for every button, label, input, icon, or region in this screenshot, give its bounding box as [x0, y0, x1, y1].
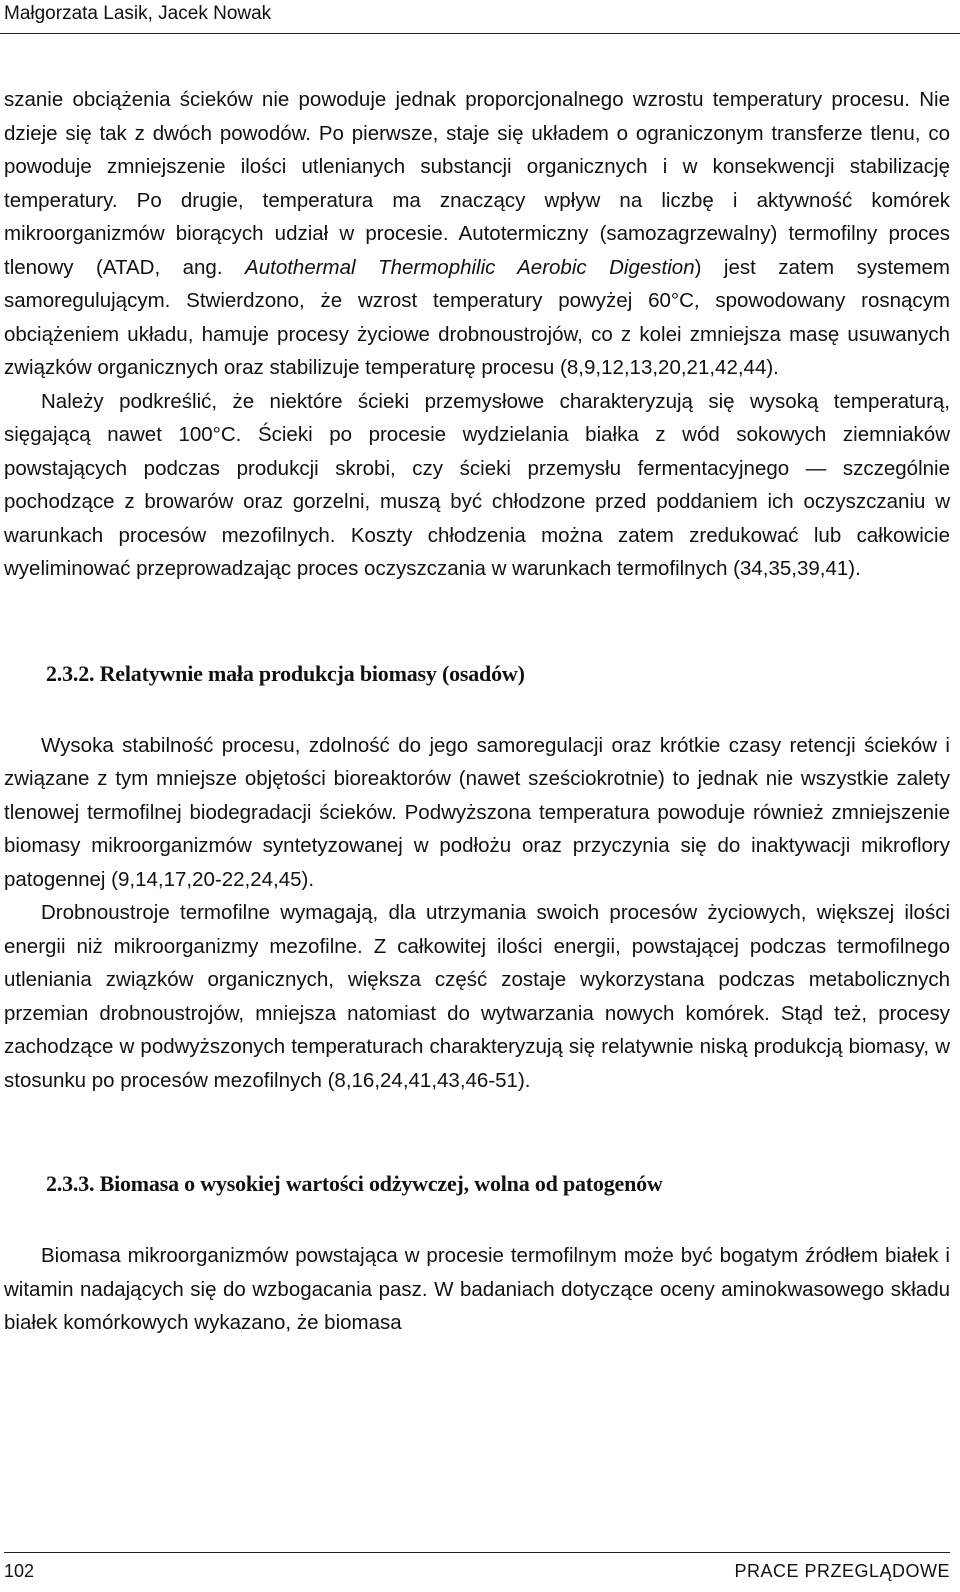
page-body [4, 83, 950, 1340]
paragraph-1-italic-term: Autothermal Thermophilic Aerobic Digestion [245, 255, 695, 279]
paragraph-1-text-b: ) jest zatem systemem samoregulującym. Stwierdzono, że wzrost temperatury powyżej 60°C, spowodowany rosnącym obciążeniem układu, hamuje procesy życiowe drobnoustrojów, co z kolei zmniejsza masę usuwanych związków organicznych oraz stabilizuje temperaturę procesu (8,9,12,13,20,21,42,44). [4, 255, 951, 379]
page-number: 102 [4, 1561, 35, 1581]
section-heading-2-3-3: 2.3.3. Biomasa o wysokiej wartości odżywczej, wolna od patogenów [46, 1171, 663, 1196]
paragraph-5: Biomasa mikroorganizmów powstająca w procesie termofilnym może być bogatym źródłem białek i witamin nadających się do wzbogacania pasz. W badaniach dotyczące oceny aminokwasowego składu białek komórkowych wykazano, że biomasa [4, 1244, 950, 1334]
running-header [0, 0, 960, 34]
paragraph-2: Należy podkreślić, że niektóre ścieki przemysłowe charakteryzują się wysoką temperaturą, sięgającą nawet 100°C. Ścieki po procesie wydzielania białka z wód sokowych ziemniaków powstających podczas produkcji skrobi, czy ścieki przemysłu fermentacyjnego — szczególnie pochodzące z browarów oraz gorzelni, muszą być chłodzone przed poddaniem ich oczyszczaniu w warunkach procesów mezofilnych. Koszty chłodzenia można zatem zredukować lub całkowicie wyeliminować przeprowadzając proces oczyszczania w warunkach termofilnych (34,35,39,41). [4, 389, 950, 580]
paragraph-3: Wysoka stabilność procesu, zdolność do jego samoregulacji oraz krótkie czasy retencji ścieków i związane z tym mniejsze objętości bioreaktorów (nawet sześciokrotnie) to jednak nie wszystkie zalety tlenowej termofilnej biodegradacji ścieków. Podwyższona temperatura powoduje również zmniejszenie biomasy mikroorganizmów syntetyzowanej w podłożu oraz przyczynia się do inaktywacji mikroflory patogennej (9,14,17,20-22,24,45). [4, 733, 950, 891]
paragraph-4: Drobnoustroje termofilne wymagają, dla utrzymania swoich procesów życiowych, większej ilości energii niż mikroorganizmy mezofilne. Z całkowitej ilości energii, powstającej podczas termofilnego utleniania związków organicznych, większa część zostaje wykorzystana podczas metabolicznych przemian drobnoustrojów, mniejsza natomiast do wytwarzania nowych komórek. Stąd też, procesy zachodzące w podwyższonych temperaturach charakteryzują się relatywnie niską produkcją biomasy, w stosunku po procesów mezofilnych (8,16,24,41,43,46-51). [4, 901, 950, 1092]
paragraph-1-text-a: szanie obciążenia ścieków nie powoduje jednak proporcjonalnego wzrostu temperatury procesu. Nie dzieje się tak z dwóch powodów. Po pierwsze, staje się układem o ograniczonym transferze tlenu, co powoduje zmniejszenie ilości utlenianych substancji organicznych i w konsekwencji stabilizację temperatury. Po drugie, temperatura ma znaczący wpływ na liczbę i aktywność komórek mikroorganizmów biorących udział w procesie. Autotermiczny (samozagrzewalny) termofilny proces tlenowy (ATAD, ang. [4, 88, 950, 279]
paragraph-1 [4, 83, 950, 385]
journal-section-name: PRACE PRZEGLĄDOWE [734, 1561, 950, 1581]
section-heading-2-3-2: 2.3.2. Relatywnie mała produkcja biomasy (osadów) [46, 660, 525, 686]
header-authors: Małgorzata Lasik, Jacek Nowak [4, 3, 272, 24]
page-footer [4, 1552, 950, 1585]
